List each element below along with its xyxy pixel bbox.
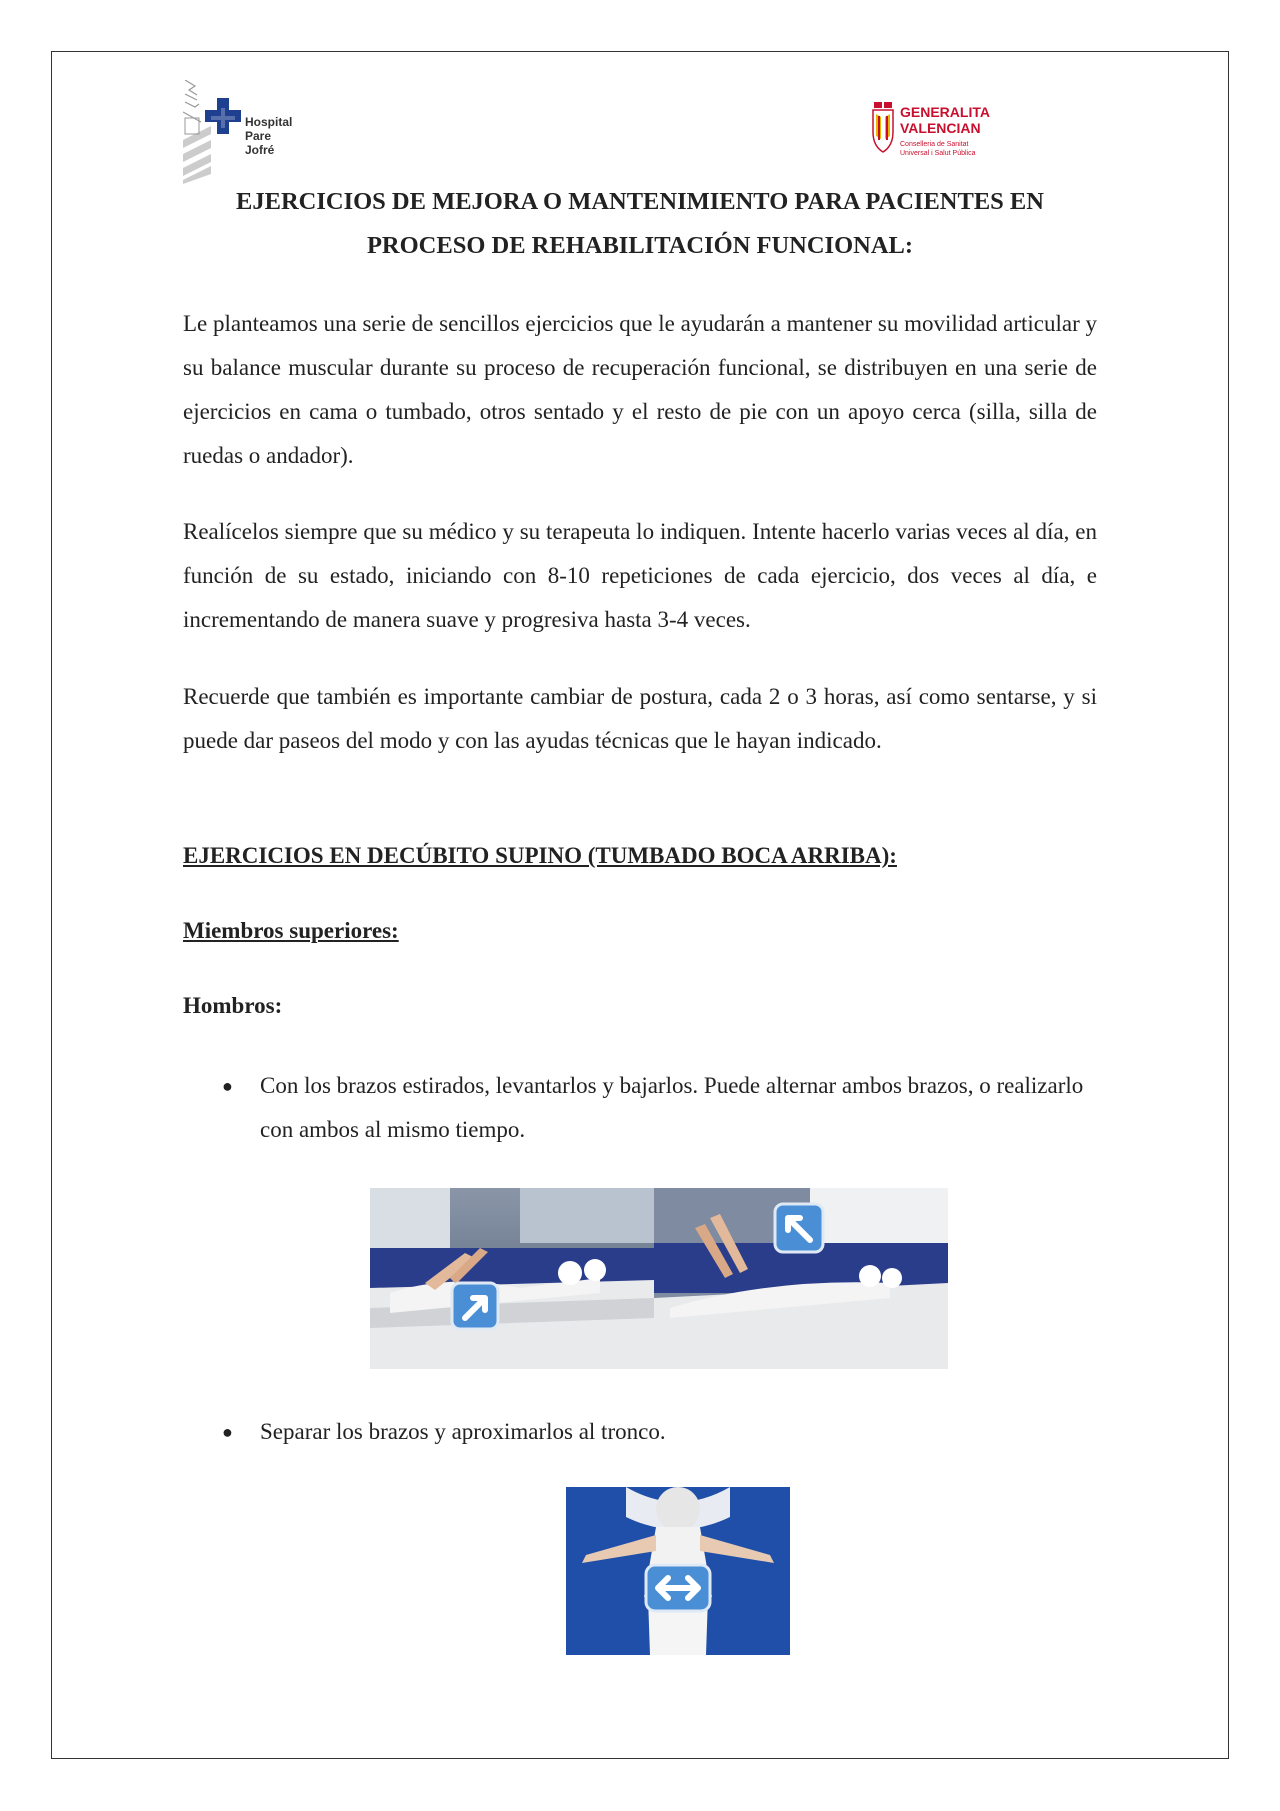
exercise-text: Con los brazos estirados, levantarlos y bajarlos. Puede alternar ambos brazos, o realizarlo con ambos al mismo tiempo. [260,1073,1084,1142]
bullet-icon: ● [222,1422,233,1442]
exercise-text: Separar los brazos y aproximarlos al tronco. [260,1419,666,1444]
generalitat-shield-icon [870,100,896,160]
posture-paragraph: Recuerde que también es importante cambiar de postura, cada 2 o 3 horas, así como sentarse, y si puede dar paseos del modo y con las ayudas técnicas que le hayan indicado. [183,684,1097,753]
title-line-2: PROCESO DE REHABILITACIÓN FUNCIONAL: [366,232,914,259]
generalitat-valenciana-logo [870,100,1000,175]
exercise-list [222,1064,1097,1152]
arms-raise-photo [370,1188,948,1369]
hospital-pare-jofre-logo [183,80,303,185]
logo-line-2: Pare Jofré [245,129,275,157]
frequency-paragraph: Realícelos siempre que su médico y su terapeuta lo indiquen. Intente hacerlo varias veces al día, en función de su estado, iniciando con 8-10 repeticiones de cada ejercicio, dos veces al día, e incrementando de manera suave y progresiva hasta 3-4 veces. [183,519,1097,632]
upper-limbs-heading: Miembros superiores: [183,918,399,943]
arms-abduction-photo [566,1487,790,1655]
logo-line-4: Universal i Salut Pública [900,150,976,157]
list-item [222,1064,1097,1152]
logo-line-3: Conselleria de Sanitat [900,141,969,148]
page-title [183,180,1097,268]
bullet-icon: ● [222,1076,233,1096]
logo-line-1: GENERALITA [900,104,990,120]
intro-paragraph: Le planteamos una serie de sencillos ejercicios que le ayudarán a mantener su movilidad articular y su balance muscular durante su proceso de recuperación funcional, se distribuyen en una serie de ejercicios en cama o tumbado, otros sentado y el resto de pie con un apoyo cerca (silla, silla de ruedas o andador). [183,311,1097,468]
exercise-list [222,1410,1097,1454]
supine-section-heading: EJERCICIOS EN DECÚBITO SUPINO (TUMBADO BOCA ARRIBA): [183,843,897,868]
logo-line-1: Hospital [245,115,293,129]
list-item [222,1410,1097,1454]
title-line-1: EJERCICIOS DE MEJORA O MANTENIMIENTO PARA PACIENTES EN [236,188,1044,215]
shoulders-heading: Hombros: [183,993,283,1018]
logo-line-2: VALENCIAN [900,120,981,136]
